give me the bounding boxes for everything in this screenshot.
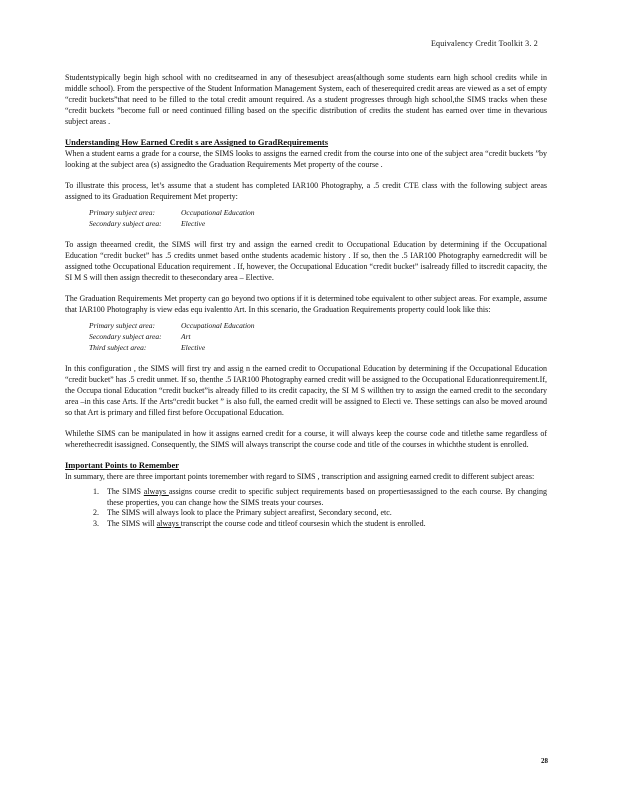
intro-paragraph: Studentstypically begin high school with no creditsearned in any of thesesubject areas(although some students earn high school credits while in middle school). From the perspective of the Student Information Management System, each of theserequired credit areas are viewed as a set of empty “credit buckets”that need to be filled to the total credit amount required. As a student progresses through high school,the SIMS tracks when these “credit buckets ”become full or need continued filling based on the specific distribution of credits the student has earned over time in thevarious subject areas . — [65, 73, 547, 126]
page-header: Equivalency Credit Toolkit 3. 2 — [430, 39, 538, 48]
list-item: 3. The SIMS will always transcript the course code and titleof coursesin which the student is enrolled. — [101, 519, 547, 530]
paragraph: Whilethe SIMS can be manipulated in how it assigns earned credit for a course, it will always keep the course code and titlethe same regardless of wherethecredit isassigned. Consequently, the SIMS will always transcript the course code and title of the courses in whichthe student is enrolled. — [65, 429, 547, 449]
list-item: Secondary subject area: Art — [89, 332, 191, 341]
list-item: Secondary subject area: Elective — [89, 219, 206, 228]
paragraph: The Graduation Requirements Met property can go beyond two options if it is determined tobe equivalent to other subject areas. For example, assume that IAR100 Photography is view edas equ ivalentto Art. In this scenario, the Graduation Requirements property could look like this: — [65, 294, 547, 314]
subject-area-list — [65, 320, 547, 353]
list-item: Primary subject area: Occupational Education — [89, 321, 255, 330]
paragraph: When a student earns a grade for a course, the SIMS looks to assigns the earned credit from the course into one of the subject area “credit buckets ”by looking at the subject area (s) assignedto the Graduation Requirements Met property of the course . — [65, 149, 547, 169]
document-body — [65, 72, 547, 529]
list-item: 1. The SIMS always assigns course credit to specific subject requirements based on propertiesassigned to the each course. By changing these properties, you can change how the SIMS treats your courses. — [101, 487, 547, 508]
page-number: 28 — [541, 757, 548, 765]
subject-area-list — [65, 207, 547, 229]
points-list — [65, 487, 547, 529]
paragraph: In this configuration , the SIMS will first try and assig n the earned credit to Occupational Education by determining if the Occupational Education “credit bucket” has .5 credit unmet. If so, thenthe .5 IAR100 Photography earned credit will be assigned to the Occupational Educationrequirement.If, the Occupa tional Education “credit bucket”is already filled to its credit capacity, the SI M S willthen try to assign the earned credit to the secondary area –in this case Arts. If the Arts“credit bucket ” is also full, the earned credit will be assigned to Electi ve. These settings can also be moved around so that Art is primary and filled first before Occupational Education. — [65, 364, 547, 417]
list-item: Third subject area: Elective — [89, 343, 206, 352]
section-heading-understanding: Understanding How Earned Credit s are Assigned to GradRequirements — [65, 137, 329, 147]
paragraph: To illustrate this process, let’s assume that a student has completed IAR100 Photography, a .5 credit CTE class with the following subject areas assigned to its Graduation Requirement Met property: — [65, 181, 547, 201]
paragraph: To assign theearned credit, the SIMS will first try and assign the earned credit to Occupational Education by determining if the Occupational Education “credit bucket” has .5 credits unmet based onthe students academic history . If so, then the .5 IAR100 Photography earnedcredit will be assigned tothe Occupational Education requirement . If, however, the Occupational Education “credit bucket” isalready filled to itscredit capacity, the SI M S will then assign thecredit to thesecondary area – Elective. — [65, 240, 547, 282]
list-item: Primary subject area: Occupational Education — [89, 208, 255, 217]
list-item: 2. The SIMS will always look to place the Primary subject areafirst, Secondary second, etc. — [101, 508, 547, 519]
paragraph: In summary, there are three important points toremember with regard to SIMS , transcription and assigning earned credit to different subject areas: — [65, 472, 535, 481]
section-heading-important-points: Important Points to Remember — [65, 460, 180, 470]
